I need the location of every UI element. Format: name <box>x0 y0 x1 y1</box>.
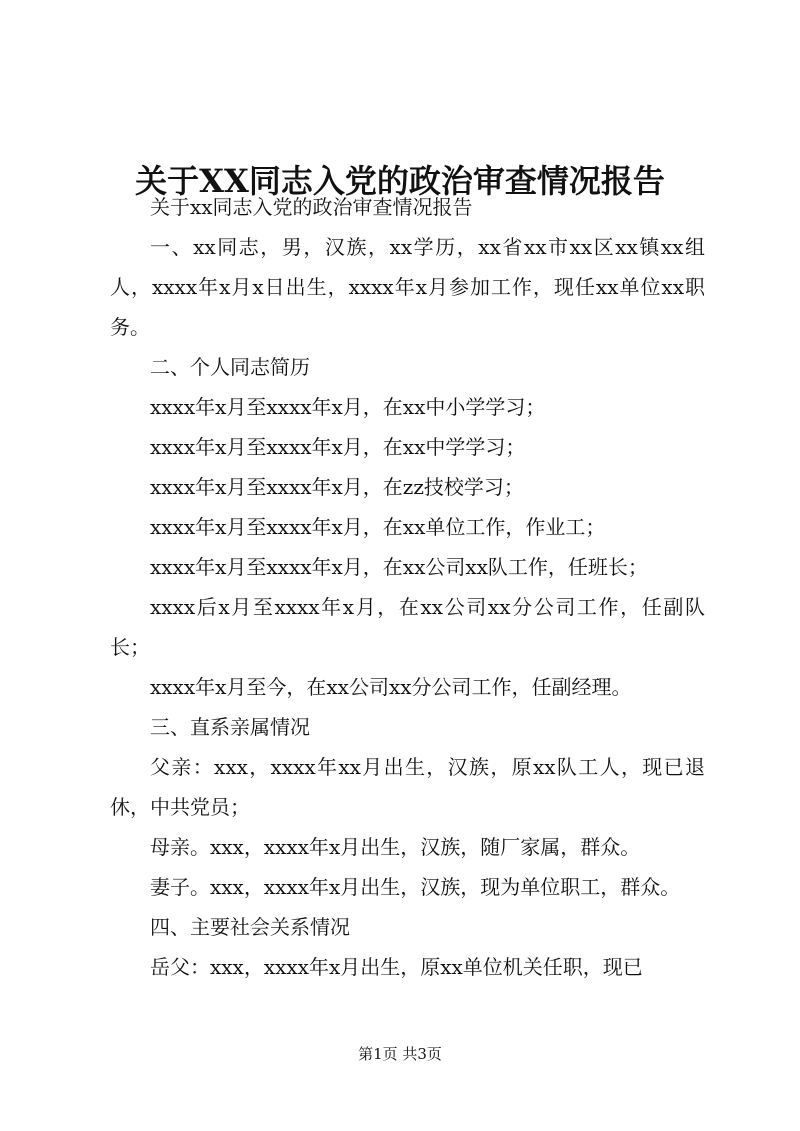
relative-item: 妻子。xxx，xxxx年x月出生，汉族，现为单位职工，群众。 <box>150 875 681 899</box>
heading-social-relations: 四、主要社会关系情况 <box>150 915 350 939</box>
relative-item: 母亲。xxx，xxxx年x月出生，汉族，随厂家属，群众。 <box>150 835 641 859</box>
resume-item: xxxx后x月至xxxx年x月，在xx公司xx分公司工作，任副队长； <box>110 595 705 659</box>
resume-item: xxxx年x月至xxxx年x月，在zz技校学习； <box>150 475 524 499</box>
paragraph-subtitle: 关于xx同志入党的政治审查情况报告 <box>150 195 473 219</box>
paragraph-section-1: 一、xx同志，男，汉族，xx学历，xx省xx市xx区xx镇xx组人，xxxx年x月x日出生，xxxx年x月参加工作，现任xx单位xx职务。 <box>110 235 705 339</box>
resume-item: xxxx年x月至xxxx年x月，在xx单位工作，作业工； <box>150 515 606 539</box>
resume-item: xxxx年x月至xxxx年x月，在xx中学学习； <box>150 435 526 459</box>
social-relation-item: 岳父：xxx，xxxx年x月出生，原xx单位机关任职，现已 <box>150 955 643 979</box>
heading-relatives: 三、直系亲属情况 <box>150 715 310 739</box>
resume-item: xxxx年x月至今，在xx公司xx分公司工作，任副经理。 <box>150 675 632 699</box>
page-footer: 第1页 共3页 <box>358 1045 442 1063</box>
document-body <box>110 187 705 987</box>
relative-item: 父亲：xxx，xxxx年xx月出生，汉族，原xx队工人，现已退休，中共党员； <box>110 755 705 819</box>
resume-item: xxxx年x月至xxxx年x月，在xx公司xx队工作，任班长； <box>150 555 648 579</box>
document-title: 关于XX同志入党的政治审查情况报告 <box>135 162 665 201</box>
resume-item: xxxx年x月至xxxx年x月，在xx中小学学习； <box>150 395 546 419</box>
heading-resume: 二、个人同志简历 <box>150 355 310 379</box>
